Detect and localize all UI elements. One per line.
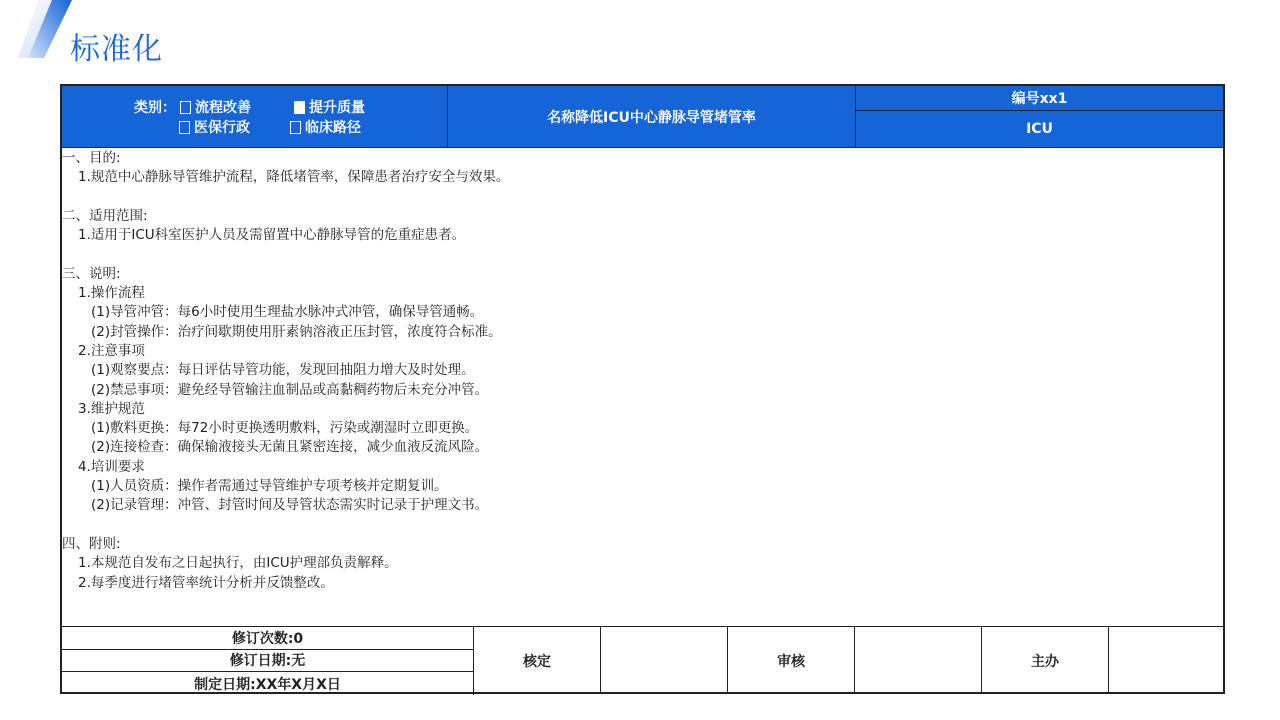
list-item: 4.培训要求 — [78, 458, 145, 475]
list-item: (1)人员资质：操作者需通过导管维护专项考核并定期复训。 — [91, 478, 448, 495]
list-item: (1)敷料更换：每72小时更换透明敷料，污染或潮湿时立即更换。 — [91, 420, 479, 437]
section-description-title: 三、说明: — [62, 265, 121, 282]
revision-date: 修订日期:无 — [62, 650, 474, 673]
review-signature-cell[interactable] — [855, 627, 982, 694]
host-signature-cell[interactable] — [1109, 627, 1223, 694]
category-clinical-pathway: 临床路径 — [305, 120, 361, 136]
section-appendix-title: 四、附则: — [62, 535, 121, 552]
document-footer — [62, 626, 1223, 694]
verify-label: 核定 — [474, 627, 601, 694]
revision-count: 修订次数:0 — [62, 627, 474, 650]
list-item: (2)连接检查：确保输液接头无菌且紧密连接，减少血液反流风险。 — [91, 439, 489, 456]
category-insurance-admin: 医保行政 — [194, 120, 250, 136]
checkbox-insurance-admin[interactable] — [179, 121, 190, 134]
document-name: 名称降低ICU中心静脉导管堵管率 — [448, 86, 856, 147]
list-item: 1.规范中心静脉导管维护流程，降低堵管率，保障患者治疗安全与效果。 — [78, 169, 510, 186]
list-item: 2.注意事项 — [78, 342, 145, 359]
list-item: (1)观察要点：每日评估导管功能，发现回抽阻力增大及时处理。 — [91, 362, 475, 379]
department: ICU — [1026, 121, 1053, 137]
document-body — [62, 148, 1223, 626]
list-item: 1.操作流程 — [78, 285, 145, 302]
document-code: 编号xx1 — [856, 86, 1223, 111]
standard-document-table — [60, 84, 1225, 694]
section-scope-title: 二、适用范围: — [62, 207, 148, 224]
category-quality-improvement: 提升质量 — [309, 100, 365, 116]
verify-signature-cell[interactable] — [601, 627, 728, 694]
checkbox-clinical-pathway[interactable] — [290, 121, 301, 134]
category-label: 类别： — [134, 100, 176, 116]
checkbox-process-improvement[interactable] — [180, 101, 191, 114]
list-item: (2)记录管理：冲管、封管时间及导管状态需实时记录于护理文书。 — [91, 497, 489, 514]
page-title: 标准化 — [70, 32, 163, 67]
list-item: 1.适用于ICU科室医护人员及需留置中心静脉导管的危重症患者。 — [78, 227, 466, 244]
list-item: 3.维护规范 — [78, 400, 145, 417]
document-header — [62, 86, 1223, 148]
category-process-improvement: 流程改善 — [195, 100, 251, 116]
created-date: 制定日期:XX年X月X日 — [62, 672, 474, 695]
category-cell — [62, 86, 448, 147]
review-label: 审核 — [728, 627, 855, 694]
section-purpose-title: 一、目的: — [62, 150, 121, 166]
list-item: (1)导管冲管：每6小时使用生理盐水脉冲式冲管，确保导管通畅。 — [91, 304, 484, 321]
list-item: 1.本规范自发布之日起执行，由ICU护理部负责解释。 — [78, 555, 398, 572]
list-item: (2)禁忌事项：避免经导管输注血制品或高黏稠药物后未充分冲管。 — [91, 381, 489, 398]
list-item: 2.每季度进行堵管率统计分析并反馈整改。 — [78, 574, 334, 591]
host-label: 主办 — [982, 627, 1109, 694]
list-item: (2)封管操作：治疗间歇期使用肝素钠溶液正压封管，浓度符合标准。 — [91, 323, 502, 340]
checkbox-quality-improvement[interactable] — [294, 101, 305, 114]
